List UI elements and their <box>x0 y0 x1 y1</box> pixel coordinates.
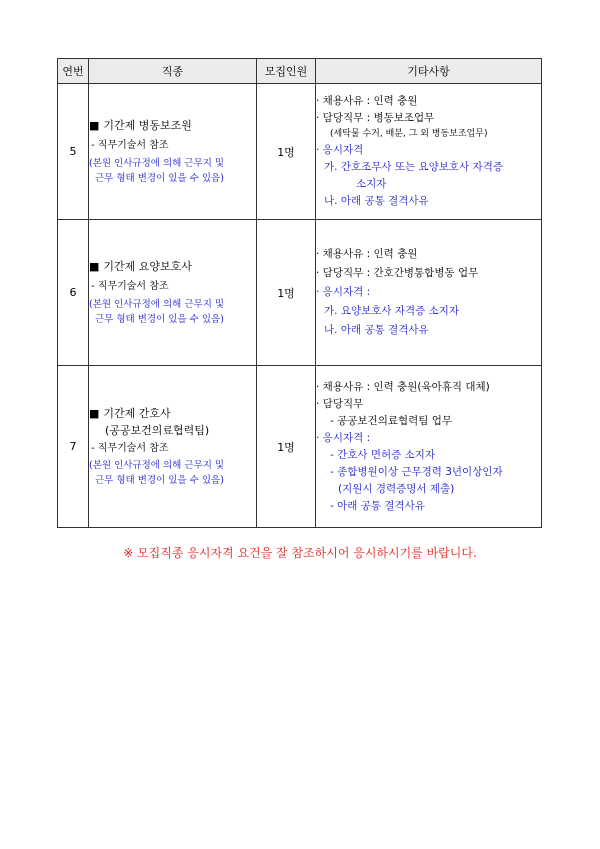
detail-line: - 아래 공통 결격사유 <box>330 499 425 512</box>
job-reference: - 직무기술서 참조 <box>91 140 169 151</box>
detail-line: · 담당직무 <box>316 397 364 410</box>
recruitment-table <box>57 58 542 528</box>
job-team: (공공보건의료협력팀) <box>105 424 210 437</box>
recruit-count: 1명 <box>257 220 316 366</box>
detail-line: · 채용사유 : 인력 충원(육아휴직 대체) <box>316 380 490 393</box>
job-title: 기간제 간호사 <box>103 407 171 420</box>
table-header-row <box>58 59 542 84</box>
job-title-line <box>89 117 256 134</box>
job-cell <box>89 220 257 366</box>
job-title: 기간제 병동보조원 <box>103 119 192 132</box>
header-details: 기타사항 <box>316 59 542 84</box>
job-note-line: 근무 형태 변경이 있을 수 있음) <box>95 314 224 325</box>
job-note-line: (본원 인사규정에 의해 근무지 및 <box>89 299 225 310</box>
recruit-count: 1명 <box>257 84 316 220</box>
details-cell <box>316 220 542 366</box>
bullet-square-icon: ■ <box>89 119 100 132</box>
job-note-line: (본원 인사규정에 의해 근무지 및 <box>89 158 225 169</box>
table-row <box>58 220 542 366</box>
detail-line: 나. 아래 공통 결격사유 <box>324 195 429 207</box>
detail-line: 소지자 <box>356 178 387 190</box>
job-title-line <box>89 258 256 275</box>
detail-line: · 담당직무 : 병동보조업무 <box>316 112 435 124</box>
header-count: 모집인원 <box>257 59 316 84</box>
details-cell <box>316 366 542 528</box>
detail-line: · 채용사유 : 인력 충원 <box>316 95 418 107</box>
detail-line: · 응시자격 : <box>316 286 371 298</box>
detail-line: 나. 아래 공통 결격사유 <box>324 324 429 336</box>
detail-line: · 담당직무 : 간호간병통합병동 업무 <box>316 267 479 279</box>
job-note-line: (본원 인사규정에 의해 근무지 및 <box>89 460 225 471</box>
header-no: 연번 <box>58 59 89 84</box>
job-title-line <box>89 405 256 422</box>
recruit-count: 1명 <box>257 366 316 528</box>
detail-line: (세탁물 수거, 배분, 그 외 병동보조업무) <box>330 129 488 139</box>
detail-line: - 종합병원이상 근무경력 3년이상인자 <box>330 465 503 478</box>
detail-line: · 응시자격 <box>316 144 364 156</box>
detail-line: 가. 요양보호사 자격증 소지자 <box>324 305 460 317</box>
detail-line: - 공공보건의료협력팀 업무 <box>330 414 453 427</box>
detail-line: · 채용사유 : 인력 충원 <box>316 248 418 260</box>
detail-line: 가. 간호조무사 또는 요양보호사 자격증 <box>324 161 503 173</box>
bullet-square-icon: ■ <box>89 260 100 273</box>
job-cell <box>89 84 257 220</box>
detail-line: - 간호사 면허증 소지자 <box>330 448 436 461</box>
detail-line: (지원시 경력증명서 제출) <box>338 482 455 495</box>
row-number: 5 <box>58 84 89 220</box>
details-cell <box>316 84 542 220</box>
detail-line: · 응시자격 : <box>316 431 371 444</box>
job-cell <box>89 366 257 528</box>
table-row <box>58 84 542 220</box>
header-job: 직종 <box>89 59 257 84</box>
job-title: 기간제 요양보호사 <box>103 260 192 273</box>
table-row <box>58 366 542 528</box>
row-number: 6 <box>58 220 89 366</box>
job-note-line: 근무 형태 변경이 있을 수 있음) <box>95 475 224 486</box>
job-reference: - 직무기술서 참조 <box>91 443 169 454</box>
row-number: 7 <box>58 366 89 528</box>
job-note-line: 근무 형태 변경이 있을 수 있음) <box>95 173 224 184</box>
job-reference: - 직무기술서 참조 <box>91 281 169 292</box>
bullet-square-icon: ■ <box>89 407 100 420</box>
footer-notice: ※ 모집직종 응시자격 요건을 잘 참조하시어 응시하시기를 바랍니다. <box>123 546 477 560</box>
